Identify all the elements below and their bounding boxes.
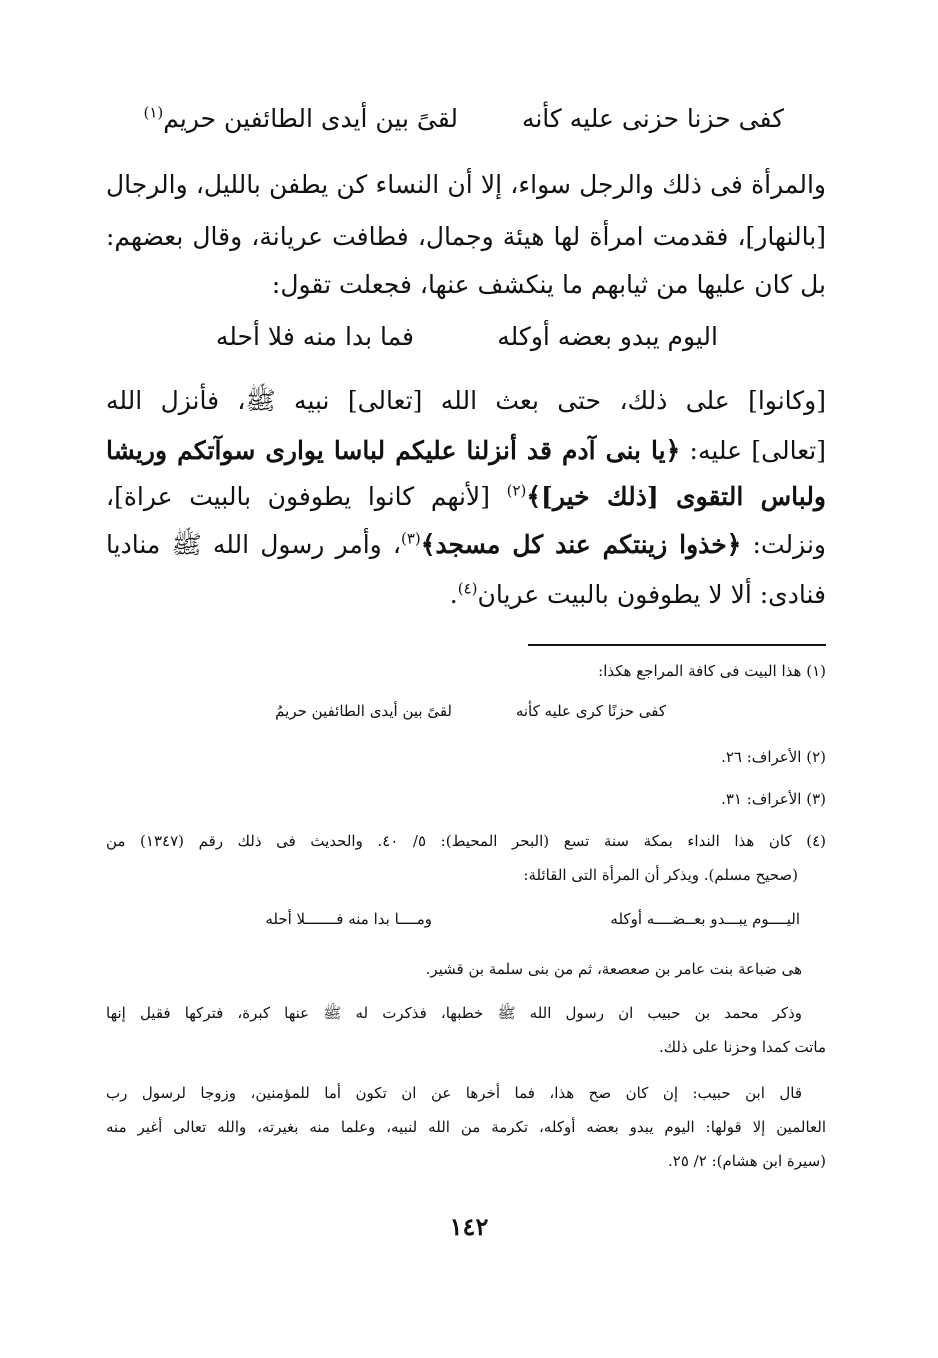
para1-line-1: والمرأة فى ذلك والرجل سواء، إلا أن النساء كن يطفن بالليل، والرجال [106, 170, 826, 199]
footnote-4-verse-first: اليــــوم يبـــدو بعــضــــه أوكله [610, 910, 800, 928]
footnote-4-line-2: (صحيح مسلم). ويذكر أن المرأة التى القائلة: [523, 866, 798, 884]
para1-line-3: بل كان عليها من ثيابهم ما ينكشف عنها، فجعلت تقول: [271, 270, 826, 299]
footnote-4-line-5: ماتت كمدا وحزنا على ذلك. [658, 1038, 826, 1056]
para2-line-5-end: . [449, 580, 458, 609]
verse-2-second-hemistich: فما بدا منه فلا أحله [215, 322, 414, 351]
para2-line-4-rest: ، وأمر رسول الله ﷺ مناديا [106, 530, 401, 559]
footnote-1-verse-first: كفى حزنًا كرى عليه كأنه [515, 702, 666, 720]
para2-line-2-prefix: [تعالى] عليه: [680, 436, 826, 465]
para2-line-1: [وكانوا] على ذلك، حتى بعث الله [تعالى] نبيه ﷺ، فأنزل الله [106, 386, 826, 415]
para2-line-2 [106, 428, 826, 474]
footnote-4-line-1: (٤) كان هذا النداء بمكة سنة تسع (البحر المحيط): ٥/ ٤٠. والحديث فى ذلك رقم (١٣٤٧) من [106, 832, 826, 850]
footnote-ref-1: (١) [143, 103, 164, 122]
para2-line-4 [106, 522, 826, 568]
footnote-4-verse-second: ومــــا بدا منه فـــــــلا أحله [265, 910, 432, 928]
footnote-1-verse [0, 702, 938, 728]
quran-quote-1-cont: ولباس التقوى [ذلك خير] [541, 482, 827, 511]
footnote-1: (١) هذا البيت فى كافة المراجع هكذا: [598, 662, 826, 680]
verse-2-first-hemistich: اليوم يبدو بعضه أوكله [497, 322, 718, 351]
footnote-4-line-4: وذكر محمد بن حبيب ان رسول الله ﷺ خطبها، فذكرت له ﷺ عنها كبرة، فتركها فقيل إنها [106, 1004, 802, 1022]
footnote-2: (٢) الأعراف: ٢٦. [721, 748, 826, 766]
top-verse-second-hemistich [143, 104, 458, 133]
para2-line-3-rest: [لأنهم كانوا يطوفون بالبيت عراة]، [106, 482, 507, 511]
para2-line-3 [106, 474, 826, 520]
footnote-separator [528, 644, 826, 646]
footnote-4-line-8: (سيرة ابن هشام): ٢/ ٢٥. [668, 1152, 826, 1170]
footnote-ref-4: (٤) [457, 579, 478, 598]
quran-quote-1: ﴿يا بنى آدم قد أنزلنا عليكم لباسا يوارى سوآتكم وريشا [106, 436, 681, 465]
footnote-3: (٣) الأعراف: ٣١. [721, 790, 826, 808]
footnote-4-line-7: العالمين إلا قولها: اليوم يبدو بعضه أوكله، تكرمة من الله لنبيه، وعلما منه بغيرته، والله تعالى أغير منه [106, 1118, 826, 1136]
footnote-ref-3: (٣) [401, 529, 421, 548]
para2-line-5 [106, 572, 826, 618]
call-text: ألا لا يطوفون بالبيت عريان [477, 580, 752, 609]
verse-2 [0, 322, 938, 362]
page-number: ١٤٢ [449, 1212, 489, 1241]
footnote-4-line-3: هى ضباعة بنت عامر بن صعصعة، ثم من بنى سلمة بن قشير. [425, 960, 802, 978]
top-verse-first-hemistich: كفى حزنا حزنى عليه كأنه [521, 104, 784, 133]
top-verse-second-text: لقىً بين أيدى الطائفين حريم [163, 104, 458, 133]
quran-bracket-close: ﴾ [526, 482, 542, 511]
footnote-4-line-6: قال ابن حبيب: إن كان صح هذا، فما أخرها عن ان تكون أما للمؤمنين، وزوجا لرسول رب [106, 1084, 802, 1102]
quran-quote-2: ﴿خذوا زينتكم عند كل مسجد﴾ [420, 530, 742, 559]
footnote-4-verse [0, 910, 938, 936]
para1-line-2: [بالنهار]، فقدمت امرأة لها هيئة وجمال، فطافت عريانة، وقال بعضهم: [106, 222, 826, 251]
para2-line-4-prefix: ونزلت: [741, 530, 826, 559]
para2-line-5-prefix: فنادى: [751, 580, 826, 609]
top-verse [0, 104, 938, 144]
footnote-ref-2: (٢) [506, 481, 527, 500]
footnote-1-verse-second: لقىً بين أيدى الطائفين حريمُ [275, 702, 452, 720]
